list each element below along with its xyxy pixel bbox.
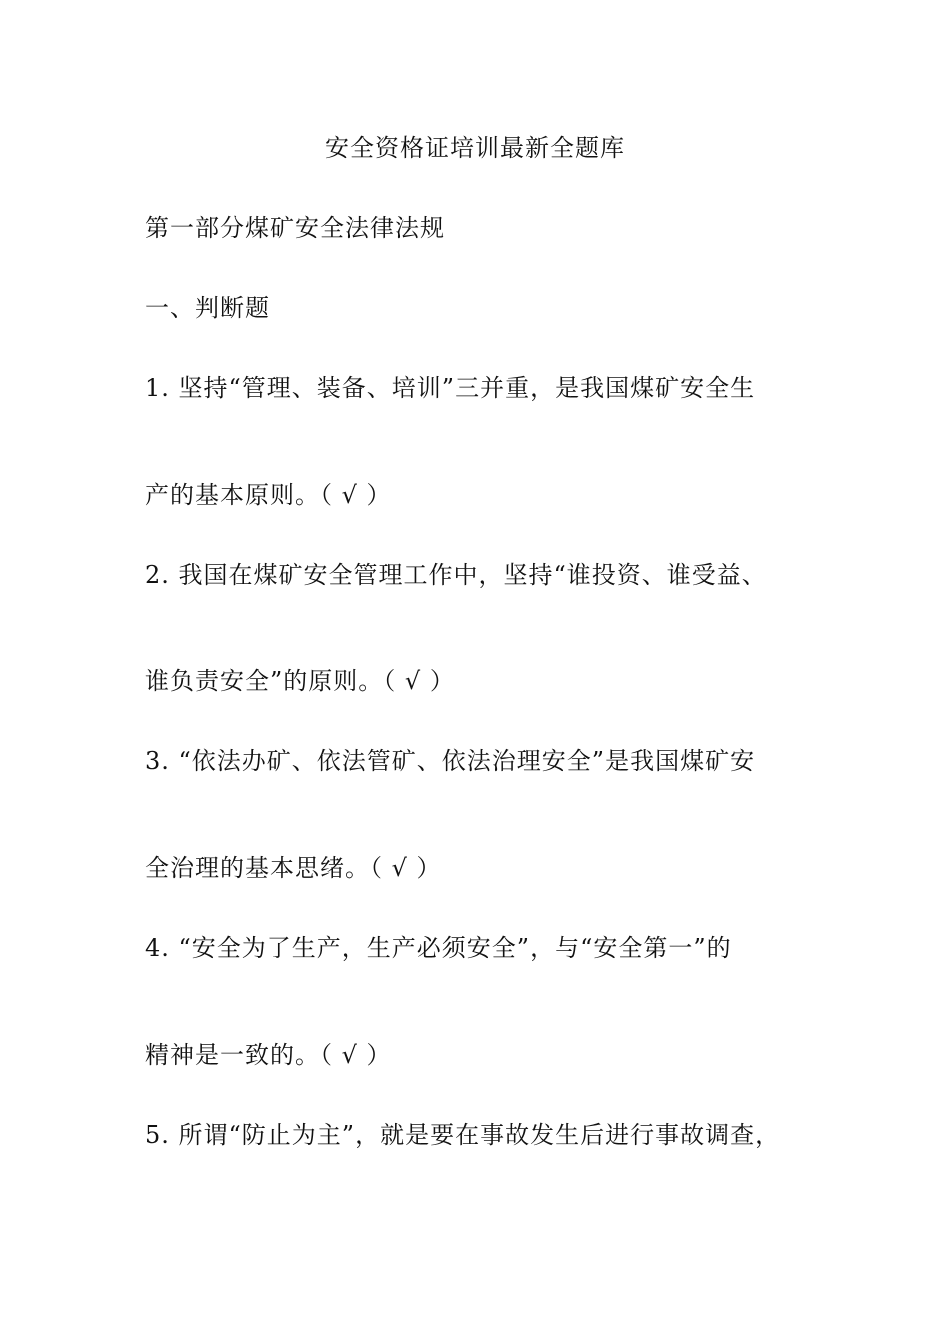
question-3-line-1: 3. “依法办矿、依法管矿、依法治理安全”是我国煤矿安 [145, 747, 756, 775]
question-3-line-2: 全治理的基本思绪。（ √ ） [145, 854, 442, 882]
question-2-line-2: 谁负责安全”的原则。（ √ ） [145, 667, 455, 695]
question-1-line-2: 产的基本原则。（ √ ） [145, 481, 392, 509]
section-heading: 第一部分煤矿安全法律法规 [145, 214, 445, 242]
document-title: 安全资格证培训最新全题库 [325, 134, 625, 162]
question-1-line-1: 1. 坚持“管理、装备、培训”三并重，是我国煤矿安全生 [145, 374, 756, 402]
subsection-heading: 一、判断题 [145, 294, 270, 322]
question-5-line-1: 5. 所谓“防止为主”，就是要在事故发生后进行事故调查， [145, 1121, 781, 1149]
question-4-line-1: 4. “安全为了生产，生产必须安全”，与“安全第一”的 [145, 934, 732, 962]
question-4-line-2: 精神是一致的。（ √ ） [145, 1041, 392, 1069]
question-2-line-1: 2. 我国在煤矿安全管理工作中，坚持“谁投资、谁受益、 [145, 561, 767, 589]
